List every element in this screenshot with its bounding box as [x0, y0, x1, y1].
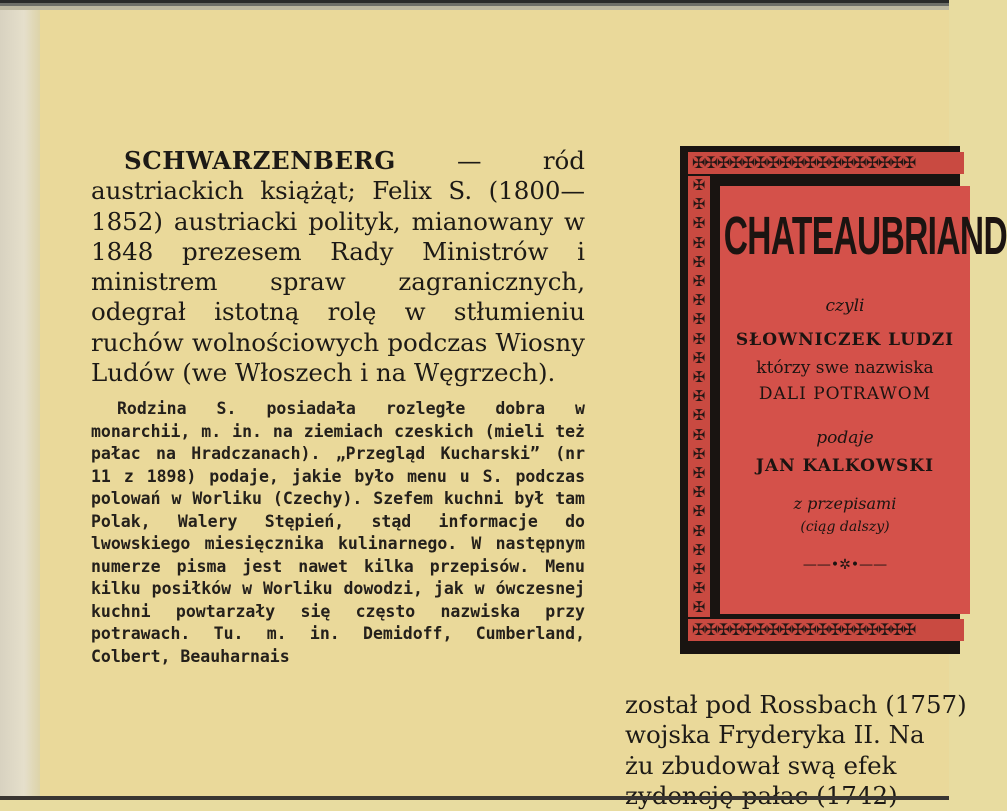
czyli-text: czyli — [825, 296, 865, 316]
right-column-text — [625, 690, 985, 811]
page-gutter — [0, 10, 40, 800]
flourish-ornament: ——•✲•—— — [802, 557, 888, 573]
article-lead — [91, 146, 585, 388]
ornament-border-top: ✠✠✠✠✠✠✠✠✠✠✠✠✠✠✠✠✠✠ — [688, 152, 964, 174]
right-line: wojska Fryderyka II. Na — [625, 720, 925, 750]
continued-note: (ciąg dalszy) — [800, 519, 890, 535]
entry-headword: SCHWARZENBERG — [124, 146, 396, 175]
right-line: został pod Rossbach (1757) — [625, 690, 967, 719]
right-line: żu zbudował swą efek — [625, 750, 897, 780]
podaje-text: podaje — [816, 428, 874, 448]
article-body: Rodzina S. posiadała rozległe dobra w monarchii, m. in. na ziemiach czeskich (mieli też pałac na Hradczanach). „Przegląd Kucharski” (nr 11 z 1898) podaje, jakie było menu u S. podczas polowań w Worliku (Czechy). Szefem kuchni był tam Polak, Walery Stępień, stąd informacje do lwowskiego miesięcznika kulinarnego. W następnym numerze pisma jest nawet kilka przepisów. Menu kilku posiłków w Worliku dowodzi, jak w ówczesnej kuchni powtarzały się często nazwiska przy potrawach. Tu. m. in. Demidoff, Cumberland, Colbert, Beauharnais — [91, 399, 585, 666]
author-name: JAN KALKOWSKI — [755, 456, 935, 476]
ornament-border-bottom: ✠✠✠✠✠✠✠✠✠✠✠✠✠✠✠✠✠✠ — [688, 619, 964, 641]
scan-bottom-edge — [0, 796, 949, 800]
column-header-box — [680, 146, 1007, 654]
subtitle-line-2: DALI POTRAWOM — [758, 384, 932, 404]
header-panel — [720, 186, 1007, 614]
article-column — [91, 146, 585, 668]
ornament-border-left: ✠ ✠ ✠ ✠ ✠ ✠ ✠ ✠ ✠ ✠ ✠ ✠ ✠ ✠ ✠ ✠ ✠ ✠ ✠ ✠ ✠ ✠ ✠ — [688, 176, 710, 617]
recipes-note: z przepisami — [793, 494, 897, 513]
dictionary-title: SŁOWNICZEK LUDZI — [735, 330, 955, 350]
lead-text: — ród austriackich książąt; Felix S. (1800—1852) austriacki polityk, mianowany w 1848 prezesem Rady Ministrów i ministrem spraw zagranicznych, odegrał istotną rolę w stłumieniu ruchów wolnościowych podczas Wiosny Ludów (we Włoszech i na Węgrzech). — [91, 146, 585, 388]
series-title: CHATEAUBRIAND — [723, 206, 1007, 266]
subtitle-line-1: którzy swe nazwiska — [756, 358, 934, 378]
